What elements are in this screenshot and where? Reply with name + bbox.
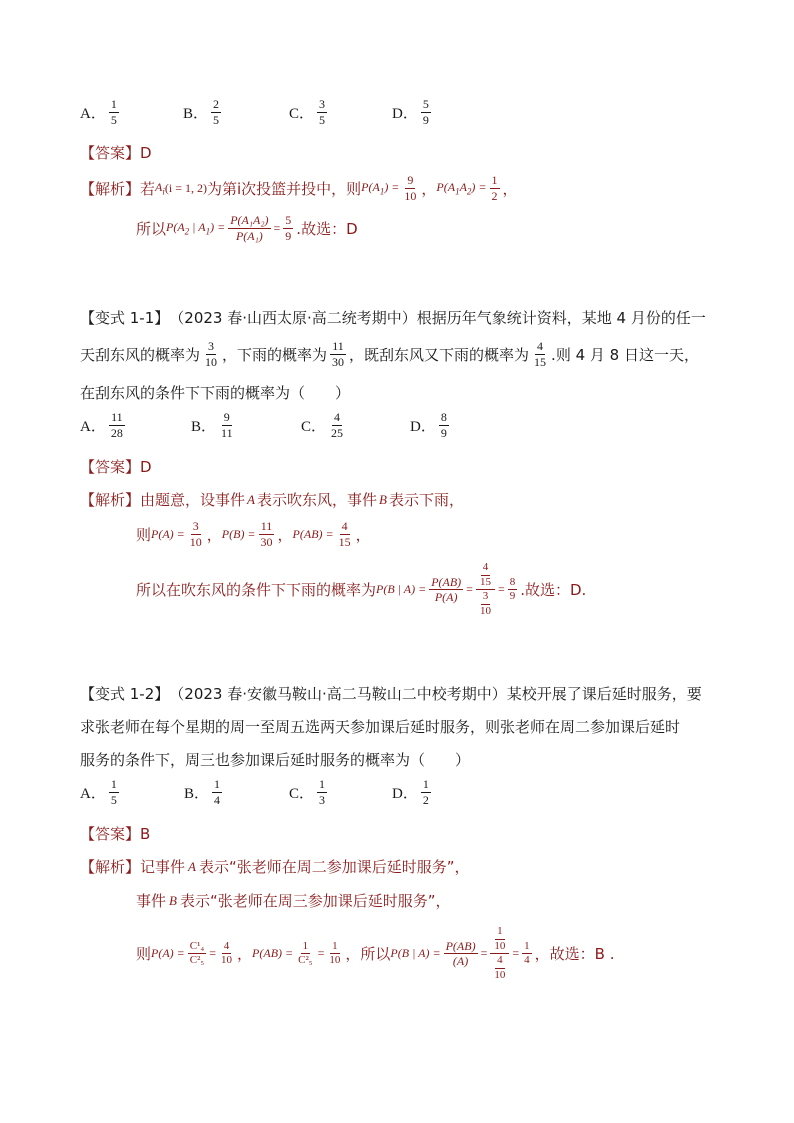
math-prob: $P(A_1A_2)$ = xyxy=(436,179,487,197)
q3-analysis-line1 xyxy=(80,856,470,877)
math-event: B xyxy=(169,892,177,908)
math-condition: (i = 1, 2) xyxy=(164,180,207,195)
q1-analysis-line1 xyxy=(80,174,518,202)
text: ， xyxy=(502,179,518,198)
fraction: $\frac{4}{15}$ xyxy=(338,519,351,549)
question-text: 服务的条件下，周三也参加课后延时服务的概率为（ ） xyxy=(80,751,471,769)
fraction: $\frac{1}{\text{C²₅}}$ xyxy=(298,939,313,967)
fraction: $\frac{8}{9}$ xyxy=(509,575,516,603)
fraction: $\frac{11}{30}$ xyxy=(332,339,345,369)
math-prob: P(A) = xyxy=(151,946,185,961)
q3-answer-line xyxy=(80,823,150,844)
option-label: C． xyxy=(301,418,327,435)
q3-option-c[interactable] xyxy=(289,778,392,806)
fraction: $\frac{1}{2}$ xyxy=(422,777,429,807)
fraction: $\frac{8}{9}$ xyxy=(440,410,447,440)
fraction: $\frac{3}{10}$ xyxy=(189,519,202,549)
answer-tag: 【答案】 xyxy=(80,825,141,843)
fraction: $\frac{9}{10}$ xyxy=(404,173,417,203)
equals: = xyxy=(512,946,520,961)
q3-option-a[interactable] xyxy=(80,778,184,806)
complex-fraction: $\frac{\frac{1}{10}}{\frac{4}{10}}$ xyxy=(490,926,509,981)
analysis-tag: 【解析】 xyxy=(80,858,141,876)
q1-option-a[interactable] xyxy=(80,98,183,126)
text: .则 4 月 8 日这一天， xyxy=(551,345,699,364)
fraction: $\frac{2}{5}$ xyxy=(213,97,220,127)
fraction: $\frac{1}{4}$ xyxy=(524,939,530,967)
option-label: D． xyxy=(392,785,418,802)
math-event: A xyxy=(188,858,196,874)
fraction: $\frac{\text{P(A₁A₂)}}{\text{P(A₁)}}$ xyxy=(230,213,269,243)
option-label: A． xyxy=(80,785,106,802)
text: .故选：D xyxy=(296,219,358,238)
q1-option-c[interactable] xyxy=(289,98,392,126)
equals: = xyxy=(317,946,325,961)
text: 若 xyxy=(140,179,156,198)
equals: = xyxy=(209,946,217,961)
math-cond: P(B | A) = xyxy=(390,946,441,961)
fraction: $\frac{1}{3}$ xyxy=(319,777,326,807)
complex-fraction: $\frac{\frac{4}{15}}{\frac{3}{10}}$ xyxy=(476,562,495,617)
text: 表示下雨， xyxy=(388,491,464,509)
question-text: （2023 春·山西太原·高二统考期中）根据历年气象统计资料，某地 4 月份的任一 xyxy=(169,309,706,327)
fraction: $\frac{1}{5}$ xyxy=(110,777,117,807)
fraction: $\frac{1}{4}$ xyxy=(214,777,221,807)
text: ， xyxy=(355,525,371,544)
text: 记事件 xyxy=(140,858,186,876)
math-cond: P(B | A) = xyxy=(376,582,427,597)
q2-option-b[interactable] xyxy=(191,411,301,439)
text: 所以 xyxy=(136,219,167,238)
equals: = xyxy=(497,582,505,597)
fraction: $\frac{4}{10}$ xyxy=(221,939,233,967)
fraction: $\frac{9}{11}$ xyxy=(221,410,233,440)
text: ， xyxy=(237,945,253,964)
text: ，所以 xyxy=(345,945,391,964)
fraction: $\frac{11}{28}$ xyxy=(110,410,123,440)
text: ， xyxy=(421,179,437,198)
text: 则 xyxy=(136,525,152,544)
question-tag: 【变式 1-2】 xyxy=(80,685,170,703)
text: ， xyxy=(277,525,293,544)
answer-tag: 【答案】 xyxy=(80,458,141,476)
fraction: $\frac{1}{10}$ xyxy=(329,939,341,967)
q3-stem-line2 xyxy=(80,716,680,737)
text: 由题意，设事件 xyxy=(140,491,246,509)
fraction: $\frac{\text{C¹₄}}{\text{C²₅}}$ xyxy=(189,939,205,967)
text: .故选：D. xyxy=(520,581,587,600)
option-label: D． xyxy=(392,105,418,122)
q1-option-d[interactable] xyxy=(392,98,434,126)
text: ，既刮东风又下雨的概率为 xyxy=(349,345,530,364)
fraction: $\frac{1}{5}$ xyxy=(110,97,117,127)
q3-analysis-line2 xyxy=(136,890,451,911)
math-event: A xyxy=(247,491,255,507)
fraction: $\frac{4}{15}$ xyxy=(534,339,547,369)
option-label: C． xyxy=(289,785,315,802)
text: 为第i次投篮并投中，则 xyxy=(206,179,362,198)
q3-option-d[interactable] xyxy=(392,778,434,806)
fraction: $\frac{11}{30}$ xyxy=(260,519,273,549)
q2-stem-line1 xyxy=(80,307,706,328)
fraction: $\frac{5}{9}$ xyxy=(285,213,292,243)
text: 事件 xyxy=(136,892,167,910)
analysis-tag: 【解析】 xyxy=(80,179,141,198)
analysis-tag: 【解析】 xyxy=(80,491,141,509)
text: 表示“张老师在周三参加课后延时服务”， xyxy=(179,892,451,910)
text: 表示吹东风，事件 xyxy=(256,491,377,509)
q1-options-row xyxy=(80,98,434,126)
text: 表示“张老师在周二参加课后延时服务”， xyxy=(198,858,470,876)
math-prob: P(AB) = xyxy=(252,946,294,961)
question-text: 求张老师在每个星期的周一至周五选两天参加课后延时服务，则张老师在周二参加课后延时 xyxy=(80,718,681,736)
q2-option-a[interactable] xyxy=(80,411,191,439)
answer-value: D xyxy=(140,457,152,476)
question-tag: 【变式 1-1】 xyxy=(80,309,170,327)
equals: = xyxy=(273,220,281,235)
q2-stem-line3 xyxy=(80,382,350,403)
question-text: （2023 春·安徽马鞍山·高二马鞍山二中校考期中）某校开展了课后延时服务，要 xyxy=(169,685,702,703)
question-text: 在刮东风的条件下下雨的概率为（ ） xyxy=(80,384,351,402)
q1-analysis-line2 xyxy=(136,214,358,242)
equals: = xyxy=(466,582,473,597)
q2-analysis-line3 xyxy=(136,562,586,617)
math-event: B xyxy=(379,491,387,507)
q2-options-row xyxy=(80,411,452,439)
text: ，故选：B . xyxy=(534,945,615,964)
answer-value: D xyxy=(140,143,152,162)
q2-answer-line xyxy=(80,456,152,477)
q3-analysis-line3 xyxy=(136,926,614,981)
fraction: $\frac{3}{10}$ xyxy=(205,339,218,369)
q2-option-d[interactable] xyxy=(410,411,452,439)
fraction: $\frac{4}{25}$ xyxy=(331,410,344,440)
q3-stem-line3 xyxy=(80,749,470,770)
text: ， xyxy=(206,525,222,544)
q2-stem-line2 xyxy=(80,340,699,368)
q1-answer-line xyxy=(80,142,152,163)
option-label: D． xyxy=(410,418,436,435)
fraction: $\frac{1}{2}$ xyxy=(491,173,498,203)
option-label: B． xyxy=(191,418,217,435)
text: 则 xyxy=(136,945,152,964)
fraction: $\frac{5}{9}$ xyxy=(422,97,429,127)
text: 所以在吹东风的条件下下雨的概率为 xyxy=(136,581,377,600)
option-label: C． xyxy=(289,105,315,122)
fraction: $\frac{P(AB)}{(A)}$ xyxy=(445,938,476,969)
q2-analysis-line2 xyxy=(136,520,371,548)
option-label: A． xyxy=(80,418,106,435)
text: 天刮东风的概率为 xyxy=(80,345,201,364)
q3-option-b[interactable] xyxy=(184,778,289,806)
option-label: A． xyxy=(80,105,106,122)
math-prob: P(B) = xyxy=(221,526,256,541)
option-label: B． xyxy=(183,105,209,122)
text: ，下雨的概率为 xyxy=(222,345,328,364)
math-event: $A_i$ xyxy=(155,179,165,197)
answer-value: B xyxy=(140,824,151,843)
answer-tag: 【答案】 xyxy=(80,144,141,162)
fraction: $\frac{P(AB)}{P(A)}$ xyxy=(431,574,462,605)
math-prob: P(A) = xyxy=(151,526,185,541)
q2-option-c[interactable] xyxy=(301,411,410,439)
option-label: B． xyxy=(184,785,210,802)
q2-analysis-line1 xyxy=(80,489,464,510)
q3-stem-line1 xyxy=(80,683,702,704)
math-prob: $P(A_1)$ = xyxy=(361,179,400,197)
q1-option-b[interactable] xyxy=(183,98,289,126)
math-prob: P(AB) = xyxy=(292,526,334,541)
fraction: $\frac{3}{5}$ xyxy=(319,97,326,127)
equals: = xyxy=(480,946,488,961)
q3-options-row xyxy=(80,778,434,806)
math-cond: $P(A_2$ | $A_1$) = xyxy=(166,219,226,237)
